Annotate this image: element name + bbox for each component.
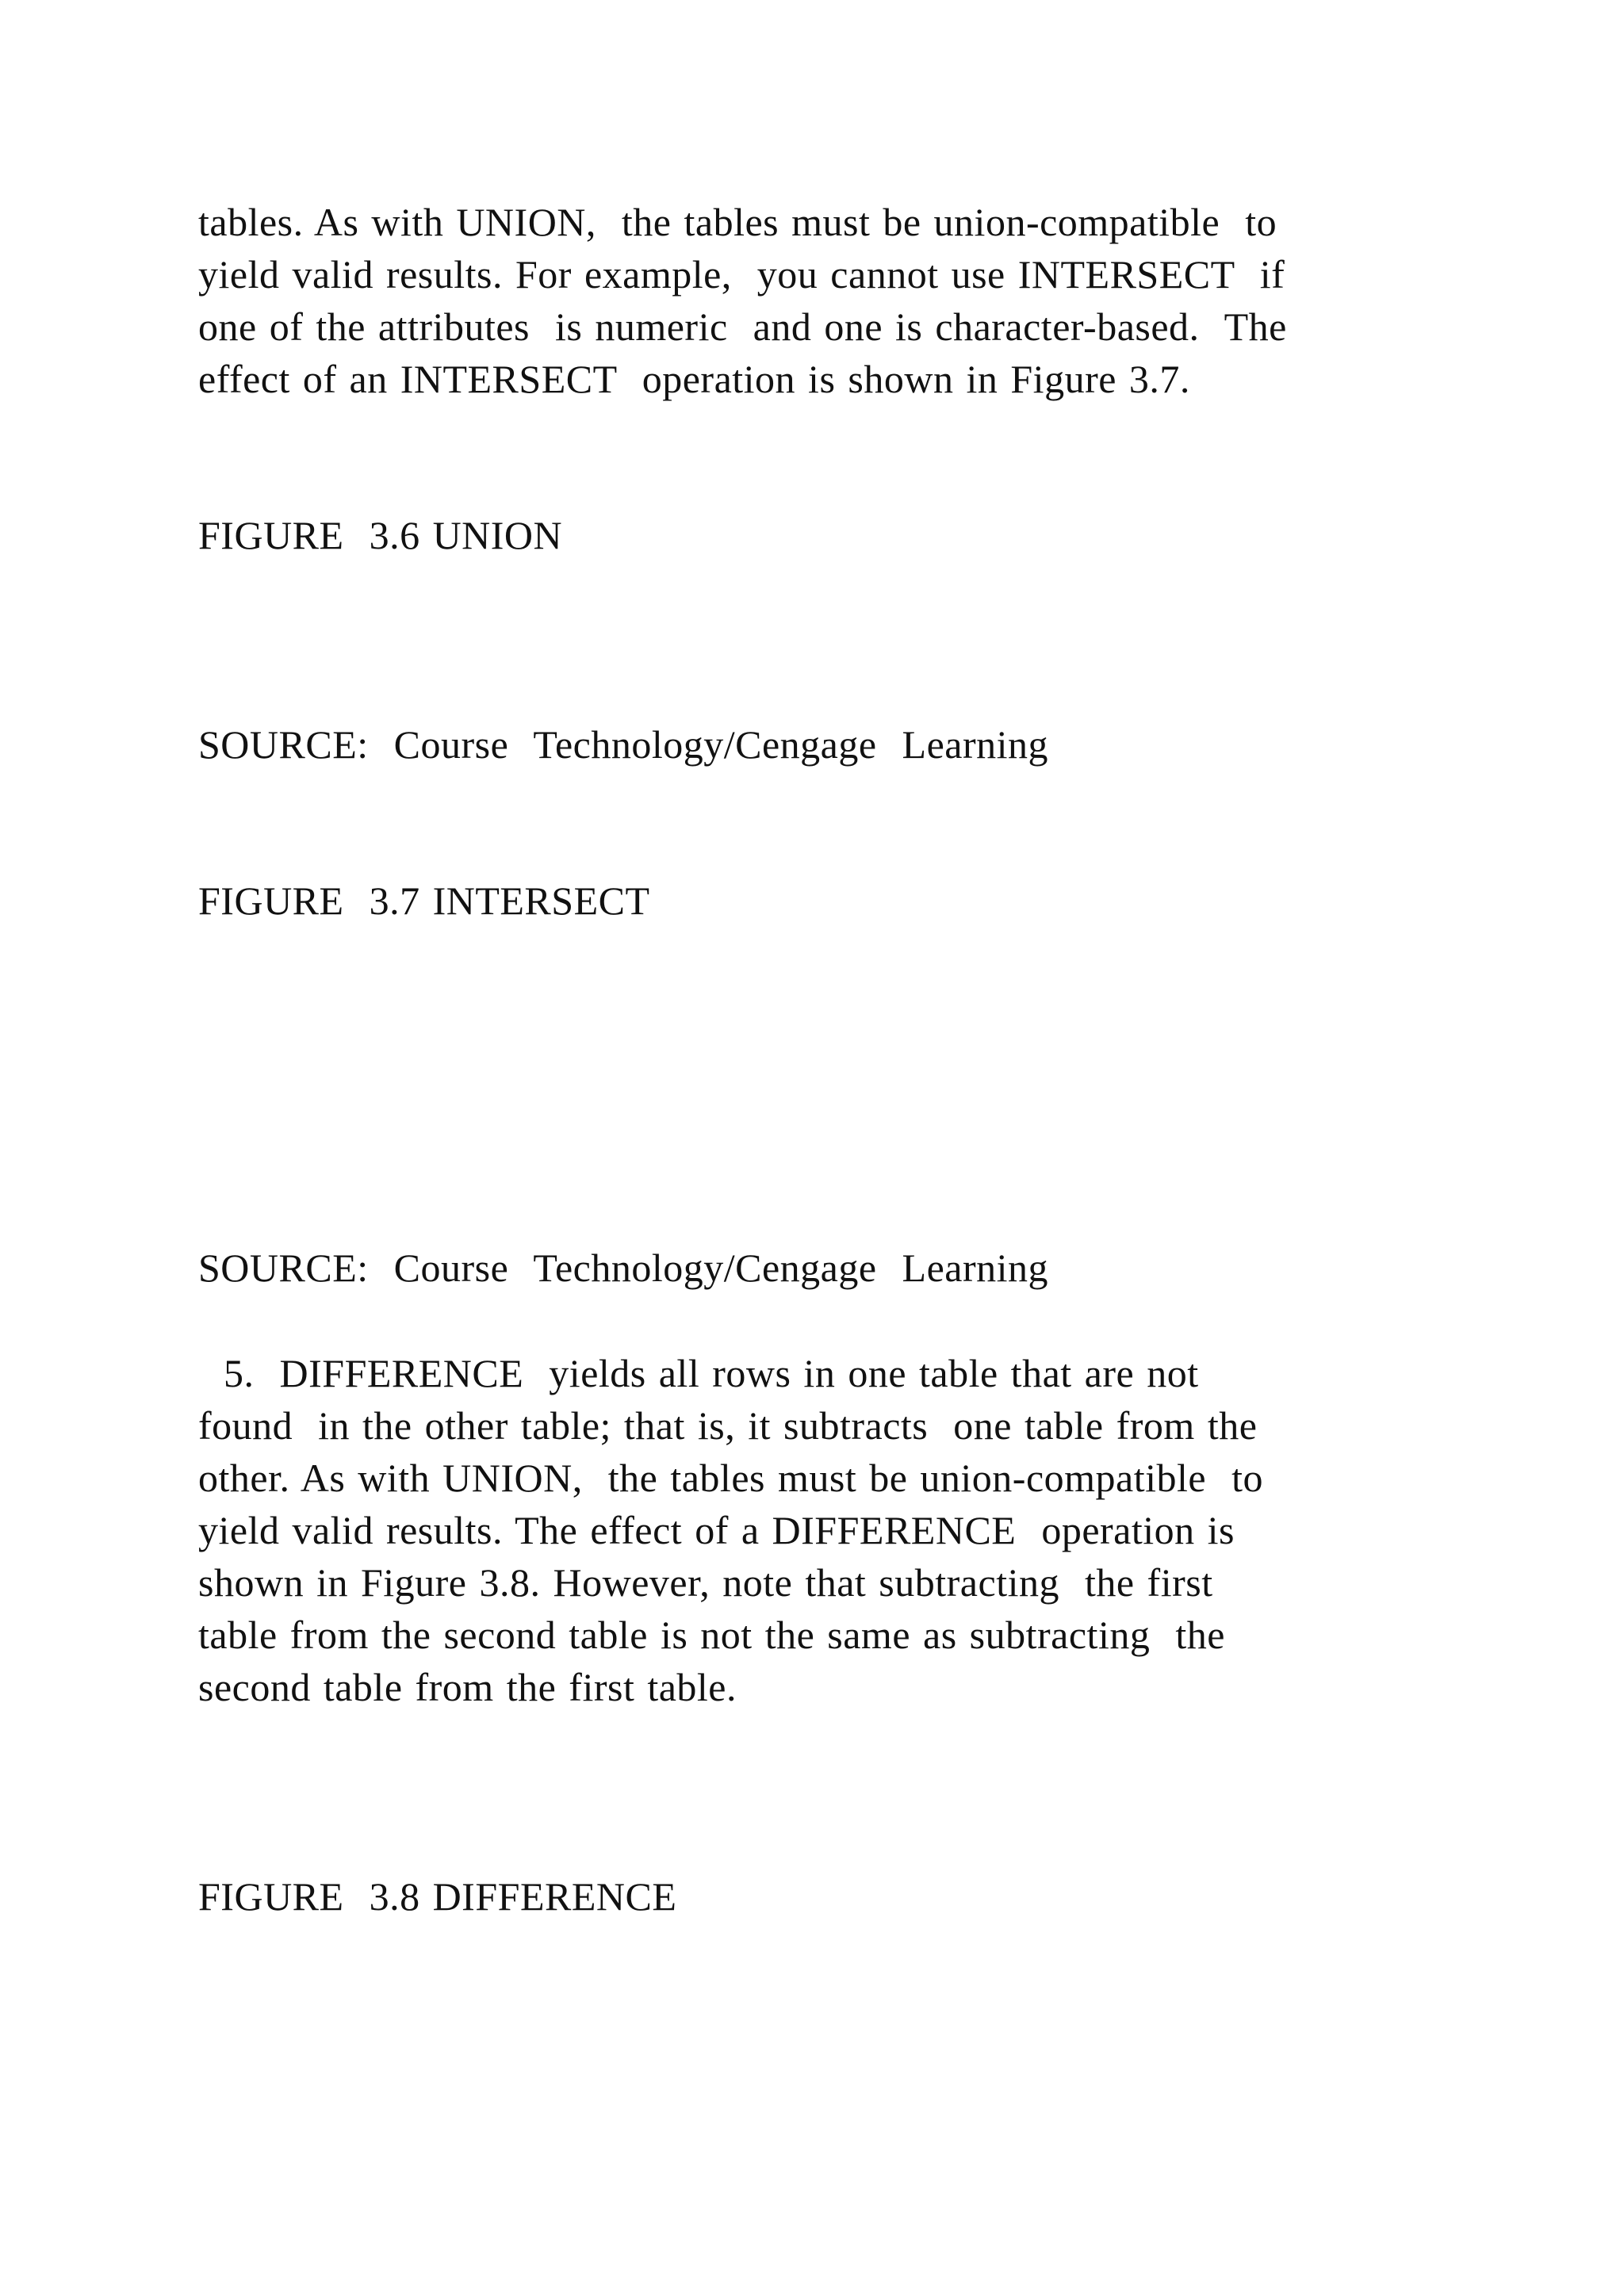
figure-3-6-caption: FIGURE 3.6 UNION — [198, 513, 563, 557]
paragraph-difference-line: yield valid results. The effect of a DIFFERENCE operation is — [198, 1508, 1235, 1552]
paragraph-intersect-line: effect of an INTERSECT operation is shown in Figure 3.7. — [198, 357, 1190, 401]
paragraph-difference-line: table from the second table is not the same as subtracting the — [198, 1613, 1225, 1657]
paragraph-difference-line: found in the other table; that is, it subtracts one table from the — [198, 1403, 1258, 1448]
paragraph-difference-line: other. As with UNION, the tables must be union-compatible to — [198, 1456, 1263, 1500]
paragraph-difference-line: shown in Figure 3.8. However, note that subtracting the first — [198, 1560, 1213, 1605]
figure-3-8-caption: FIGURE 3.8 DIFFERENCE — [198, 1874, 677, 1919]
figure-3-6-source: SOURCE: Course Technology/Cengage Learning — [198, 722, 1049, 767]
paragraph-difference-line: second table from the first table. — [198, 1665, 737, 1709]
paragraph-intersect-line: yield valid results. For example, you cannot use INTERSECT if — [198, 252, 1285, 297]
figure-3-7-source: SOURCE: Course Technology/Cengage Learning — [198, 1246, 1049, 1290]
paragraph-intersect-line: one of the attributes is numeric and one is character-based. The — [198, 304, 1287, 349]
figure-3-7-caption: FIGURE 3.7 INTERSECT — [198, 878, 650, 923]
paragraph-intersect-line: tables. As with UNION, the tables must be union-compatible to — [198, 200, 1277, 244]
paragraph-difference-line: 5. DIFFERENCE yields all rows in one table that are not — [198, 1351, 1199, 1395]
